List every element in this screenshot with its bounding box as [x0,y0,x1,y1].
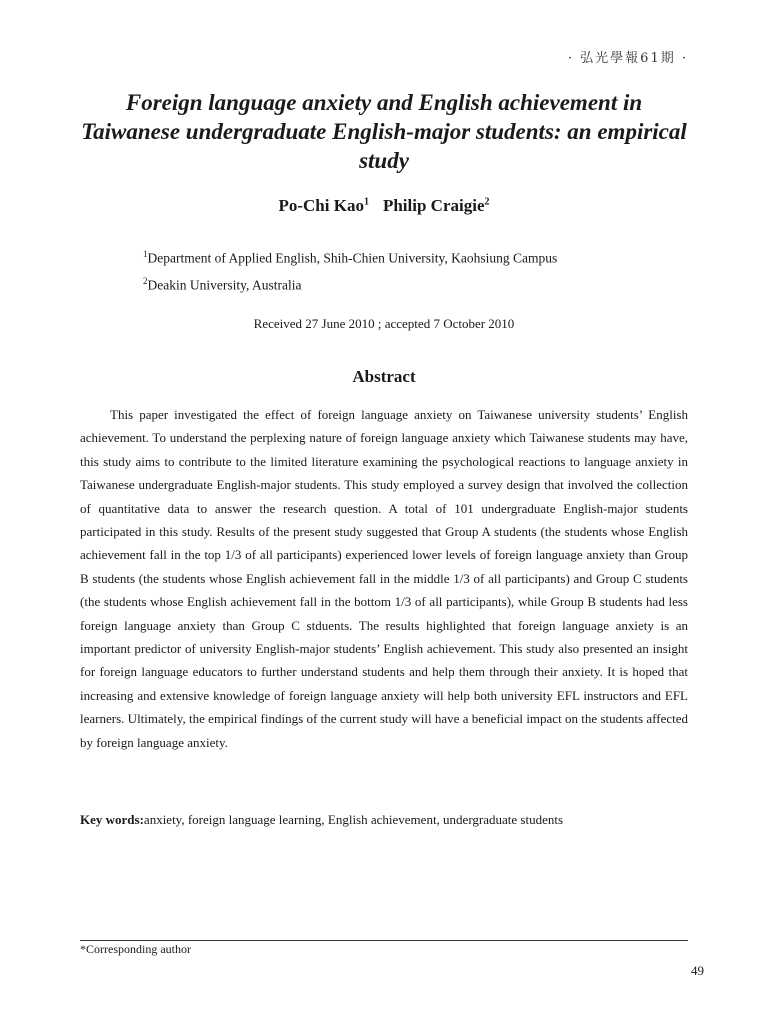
affiliation-line [143,243,557,270]
keywords-label: Key words: [80,812,144,827]
running-head: · 弘光學報61期 · [567,51,688,66]
affiliation-list [143,243,557,296]
abstract-heading: Abstract [352,367,416,386]
paper-title: Foreign language anxiety and English achievement in Taiwanese undergraduate English-major students: an empirical study [81,90,687,173]
keywords-text: anxiety, foreign language learning, English achievement, undergraduate students [143,812,564,827]
affiliation-mark: 1 [143,249,148,259]
affiliation-line [143,270,557,297]
author-name: Po-Chi Kao [278,196,364,215]
author-affiliation-mark: 2 [484,196,490,208]
author-name: Philip Craigie [382,196,485,215]
footnote-divider [80,940,688,941]
affiliation-text: Deakin University, Australia [147,277,302,292]
received-dates: Received 27 June 2010 ; accepted 7 October 2010 [253,316,515,331]
abstract-body: This paper investigated the effect of foreign language anxiety on Taiwanese university students’ English achievement. To understand the perplexing nature of foreign language anxiety which Taiwanese students may have, this study aims to contribute to the limited literature examining the psychological reactions to language anxiety in Taiwanese undergraduate English-major students. This study employed a survey design that involved the collection of quantitative data to answer the research question. A total of 101 undergraduate English-major students participated in this study. Results of the present study suggested that Group A students (the students whose English achievement fall in the top 1/3 of all participants) experienced lower levels of foreign language anxiety than Group B students (the students whose English achievement fall in the middle 1/3 of all participants) and Group C students (the students whose English achievement fall in the bottom 1/3 of all participants), while Group B students had less foreign language anxiety than Group C stduents. The results highlighted that foreign language anxiety is an important predictor of university English-major students’ English achievement. This study also presented an insight for foreign language educators to further understand students and help them through their anxiety. It is hoped that increasing and extensive knowledge of foreign language anxiety will help both university EFL instructors and EFL learners. Ultimately, the empirical findings of the current study will have a beneficial impact on the students affected by foreign language anxiety. [80,407,688,750]
author-affiliation-mark: 1 [363,196,369,208]
footnote: *Corresponding author [80,942,191,956]
page-number: 49 [691,963,704,978]
affiliation-text: Department of Applied English, Shih-Chien University, Kaohsiung Campus [147,250,558,266]
keywords [80,810,688,830]
author-list [80,196,688,216]
affiliation-mark: 2 [143,275,148,286]
